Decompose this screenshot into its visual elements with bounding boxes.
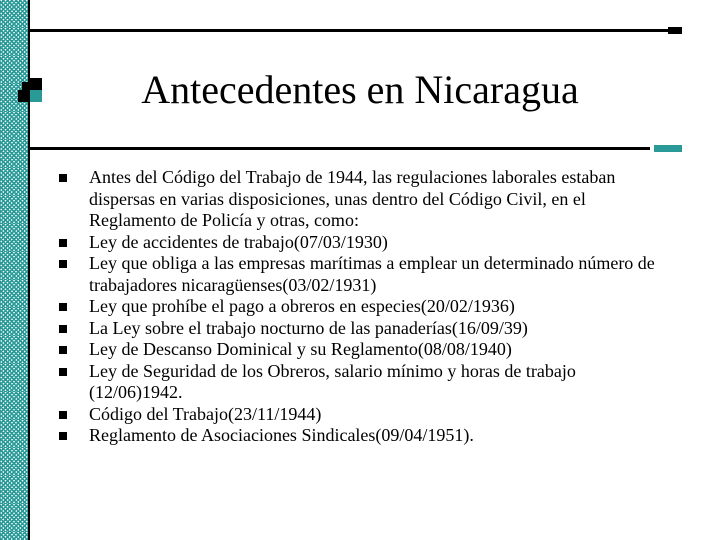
list-item-text: Reglamento de Asociaciones Sindicales(09/04/1951). <box>89 425 474 445</box>
list-item-text: La Ley sobre el trabajo nocturno de las panaderías(16/09/39) <box>89 317 528 338</box>
square-bullet-icon <box>59 411 67 419</box>
list-item-text: Ley que obliga a las empresas marítimas a emplear un determinado número de trabajadores nicaragüenses(03/02/1931) <box>89 253 655 295</box>
top-rule <box>30 29 668 32</box>
square-bullet-icon <box>59 260 67 268</box>
square-bullet-icon <box>59 432 67 440</box>
bullet-list <box>56 167 656 447</box>
list-item-text: Ley de Descanso Dominical y su Reglamento(08/08/1940) <box>89 339 512 359</box>
square-bullet-icon <box>59 239 67 247</box>
list-item <box>56 167 656 232</box>
list-item-text: Ley que prohíbe el pago a obreros en especies(20/02/1936) <box>89 296 515 316</box>
title-mark-square-top-left <box>22 82 30 90</box>
list-item <box>56 232 656 254</box>
title-mark-square-bottom-right <box>30 90 42 102</box>
title-square-bullet-icon <box>18 78 42 102</box>
square-bullet-icon <box>59 368 67 376</box>
list-item <box>56 318 656 340</box>
title-mark-square-bottom-left <box>18 90 30 102</box>
list-item-text: Ley de accidentes de trabajo(07/03/1930) <box>89 231 388 252</box>
square-bullet-icon <box>59 346 67 354</box>
list-item-text: Ley de Seguridad de los Obreros, salario mínimo y horas de trabajo (12/06)1942. <box>89 360 576 402</box>
list-item <box>56 253 656 296</box>
list-item <box>56 339 656 361</box>
list-item <box>56 404 656 426</box>
title-divider <box>30 147 650 150</box>
list-item <box>56 296 656 318</box>
top-rule-end <box>668 27 682 34</box>
list-item-text: Antes del Código del Trabajo de 1944, las regulaciones laborales estaban dispersas en varias disposiciones, unas dentro del Código Civil, en el Reglamento de Policía y otras, como: <box>89 167 616 230</box>
square-bullet-icon <box>59 325 67 333</box>
list-item <box>56 361 656 404</box>
list-item-text: Código del Trabajo(23/11/1944) <box>89 403 322 424</box>
slide-title: Antecedentes en Nicaragua <box>141 67 579 112</box>
list-item <box>56 425 656 447</box>
square-bullet-icon <box>59 303 67 311</box>
title-mark-square-top-right <box>30 78 42 90</box>
square-bullet-icon <box>59 174 67 182</box>
title-divider-end <box>654 145 682 152</box>
